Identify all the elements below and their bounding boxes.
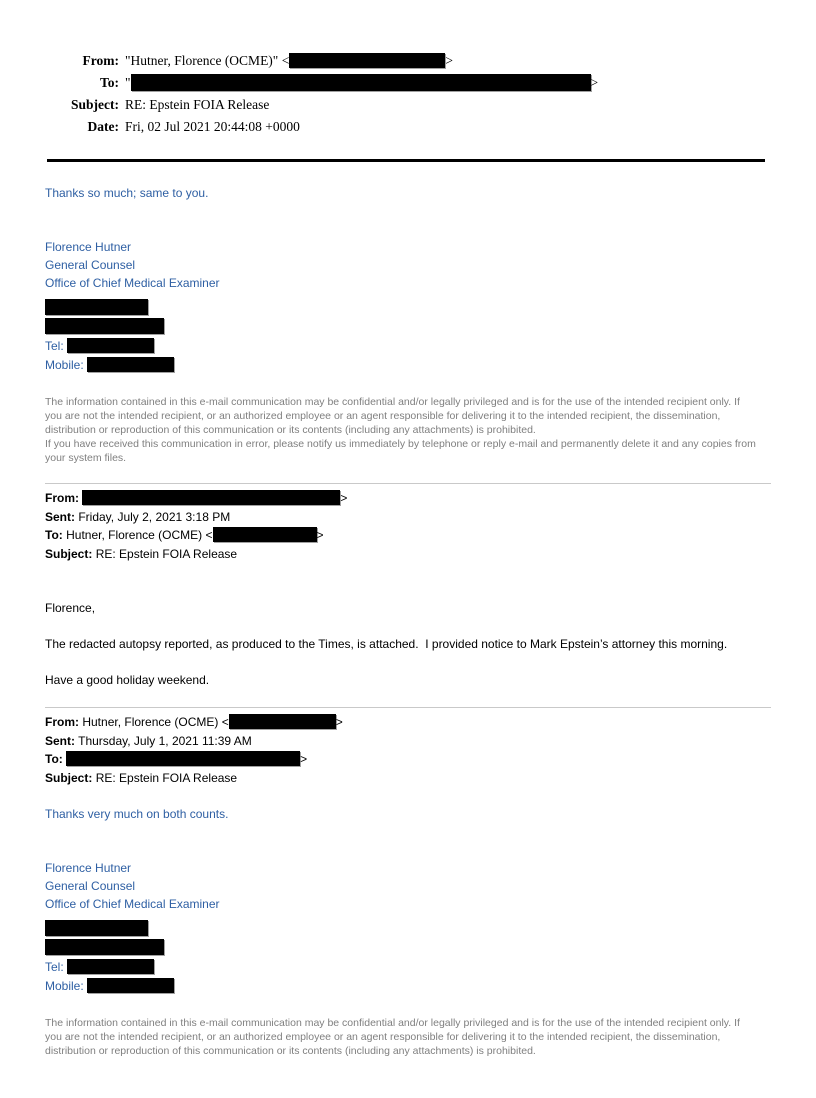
q1-to-row [45, 526, 770, 545]
q2-from-row [45, 713, 770, 732]
signature-org: Office of Chief Medical Examiner [45, 897, 220, 911]
redaction-address-line-1 [45, 920, 148, 936]
redaction-q2-to [66, 751, 300, 766]
date-value: Fri, 02 Jul 2021 20:44:08 +0000 [125, 119, 300, 134]
q1-to-name: Hutner, Florence (OCME) < [66, 528, 213, 542]
q2-from-name: Hutner, Florence (OCME) < [82, 715, 229, 729]
q1-paragraph-1: The redacted autopsy reported, as produced to the Times, is attached. I provided notice to Mark Epstein’s attorney this morning. [45, 637, 728, 651]
q1-subject-label: Subject: [45, 547, 93, 561]
header-from-row [45, 50, 770, 72]
from-value [125, 50, 770, 72]
signature-tel-line [45, 958, 770, 977]
redaction-tel-number [67, 338, 154, 353]
quoted-header-1 [45, 489, 770, 563]
signature-title: General Counsel [45, 879, 136, 893]
reply-text: Thanks so much; same to you. [45, 186, 209, 200]
message-body [45, 184, 770, 1058]
signature-name: Florence Hutner [45, 240, 132, 254]
redaction-from-address [289, 53, 445, 68]
from-display-name: "Hutner, Florence (OCME)" < [125, 53, 290, 68]
date-label: Date: [87, 119, 119, 134]
disclaimer-sentence-1: The information contained in this e-mail communication may be confidential and/or legally privileged and is for the use of the intended recipient only. If you are not the intended recipient, or an authorized employee or an agent responsible for delivering it to the intended recipient, the dissemination, distribution or reproduction of this communication or its contents (including any attachments) is prohibited. [45, 396, 740, 436]
q2-sent-value: Thursday, July 1, 2021 11:39 AM [78, 734, 252, 748]
header-subject-row [45, 94, 770, 116]
q2-to-label: To: [45, 752, 63, 766]
q2-from-label: From: [45, 715, 79, 729]
q1-from-close: > [340, 491, 348, 505]
quoted-email-divider [45, 483, 771, 484]
confidentiality-disclaimer-2 [45, 1016, 757, 1058]
to-label: To: [99, 75, 119, 90]
quoted-email-divider-2 [45, 707, 771, 708]
signature-block [45, 238, 770, 375]
q2-to-close: > [300, 752, 308, 766]
confidentiality-disclaimer [45, 395, 757, 465]
from-label: From: [82, 53, 119, 68]
disclaimer-sentence-2: If you have received this communication in error, please notify us immediately by telephone or reply e-mail and permanently delete it and any copies from your system files. [45, 438, 756, 464]
q2-sent-row [45, 732, 770, 750]
redaction-to-address [131, 74, 591, 91]
mobile-label: Mobile: [45, 979, 84, 993]
header-to-row [45, 72, 770, 94]
quoted-header-2 [45, 713, 770, 787]
from-value-close: > [445, 53, 453, 68]
signature-mobile-line [45, 977, 770, 996]
q2-from-close: > [335, 715, 343, 729]
q1-sent-value: Friday, July 2, 2021 3:18 PM [78, 510, 231, 524]
to-value-close: > [590, 75, 599, 90]
signature-title: General Counsel [45, 258, 136, 272]
signature-tel-line [45, 337, 770, 356]
to-value [125, 72, 770, 94]
signature-org: Office of Chief Medical Examiner [45, 276, 220, 290]
redaction-mobile-number [87, 357, 174, 372]
q1-sent-label: Sent: [45, 510, 75, 524]
q2-sent-label: Sent: [45, 734, 75, 748]
redaction-address-line-2 [45, 939, 164, 955]
redaction-address-line-2 [45, 318, 164, 334]
q1-paragraph-2: Have a good holiday weekend. [45, 673, 210, 687]
q2-subject-value: RE: Epstein FOIA Release [95, 771, 238, 785]
redaction-q2-from [229, 714, 336, 729]
q2-to-row [45, 750, 770, 769]
q1-from-label: From: [45, 491, 79, 505]
q1-from-row [45, 489, 770, 508]
tel-label: Tel: [45, 339, 64, 353]
q1-to-label: To: [45, 528, 63, 542]
signature-mobile-line [45, 356, 770, 375]
redaction-address-line-1 [45, 299, 148, 315]
tel-label: Tel: [45, 960, 64, 974]
header-divider-rule [47, 159, 765, 162]
redaction-q1-to [213, 527, 317, 542]
subject-label: Subject: [71, 97, 119, 112]
redaction-mobile-number [87, 978, 174, 993]
signature-block-2 [45, 859, 770, 996]
q2-subject-row [45, 769, 770, 787]
to-value-open: " [125, 75, 131, 90]
redaction-q1-from [82, 490, 340, 505]
email-header [45, 50, 770, 138]
q2-subject-label: Subject: [45, 771, 93, 785]
q1-to-close: > [316, 528, 324, 542]
q1-salutation: Florence, [45, 601, 96, 615]
q1-subject-value: RE: Epstein FOIA Release [95, 547, 238, 561]
header-date-row [45, 116, 770, 138]
mobile-label: Mobile: [45, 358, 84, 372]
signature-name: Florence Hutner [45, 861, 132, 875]
q1-sent-row [45, 508, 770, 526]
redaction-tel-number [67, 959, 154, 974]
subject-value: RE: Epstein FOIA Release [125, 97, 270, 112]
q2-reply-text: Thanks very much on both counts. [45, 807, 229, 821]
disclaimer-sentence-1: The information contained in this e-mail communication may be confidential and/or legally privileged and is for the use of the intended recipient only. If you are not the intended recipient, or an authorized employee or an agent responsible for delivering it to the intended recipient, the dissemination, distribution or reproduction of this communication or its contents (including any attachments) is prohibited. [45, 1017, 740, 1057]
q1-subject-row [45, 545, 770, 563]
